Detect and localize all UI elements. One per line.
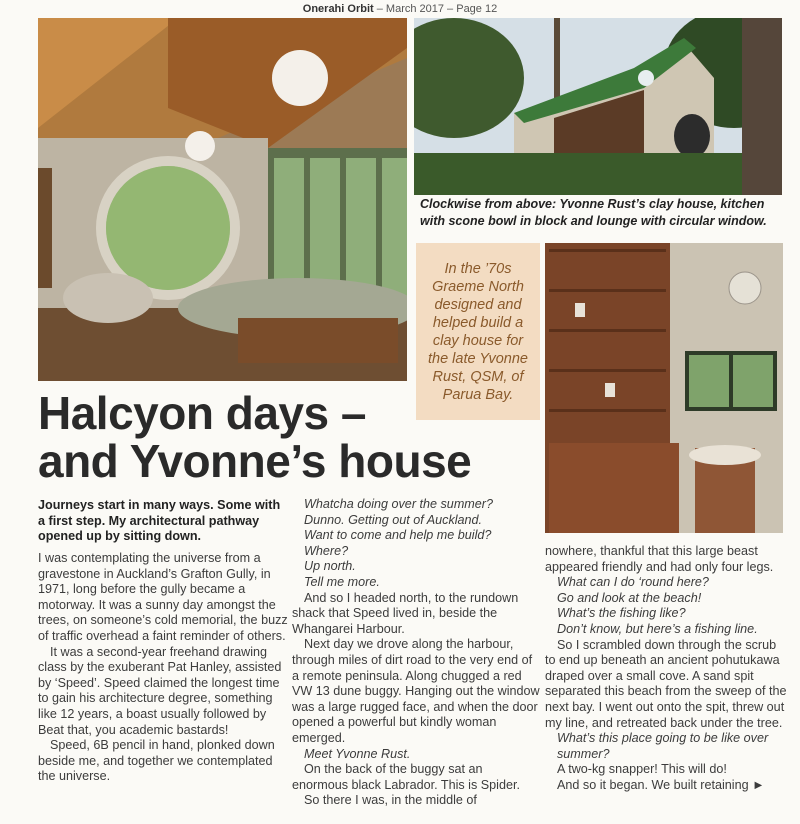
paragraph: So there I was, in the middle of bbox=[304, 793, 477, 808]
kitchen-photo bbox=[545, 243, 783, 533]
pull-quote-text: In the ’70s Graeme North designed and helped build a clay house for the late Yvonne Rust, QSM, of Parua Bay. bbox=[428, 260, 528, 403]
paragraph: Speed, 6B pencil in hand, plonked down beside me, and together we contemplated the universe. bbox=[38, 738, 275, 784]
paragraph: Don’t know, but here’s a fishing line. bbox=[557, 621, 758, 636]
publication-name: Onerahi Orbit bbox=[302, 3, 374, 15]
article-column-3 bbox=[545, 544, 790, 794]
paragraph: Next day we drove along the harbour, through miles of dirt road to the very end of a remote peninsula. Along chugged a red VW 13 dune buggy. Hanging out the window was a large rugged face, and when the door opened a powerful but kindly woman emerged. bbox=[292, 637, 540, 745]
headline-line-1: Halcyon days – bbox=[38, 387, 366, 439]
issue-info: – March 2017 – Page 12 bbox=[376, 3, 498, 15]
paragraph: Want to come and help me build? bbox=[304, 528, 492, 543]
article-column-1 bbox=[38, 551, 290, 785]
paragraph: Dunno. Getting out of Auckland. bbox=[304, 512, 483, 527]
paragraph: Go and look at the beach! bbox=[557, 590, 702, 605]
paragraph: nowhere, thankful that this large beast appeared friendly and had only four legs. bbox=[545, 544, 774, 574]
paragraph: What can I do ‘round here? bbox=[557, 575, 709, 590]
paragraph: So I scrambled down through the scrub to end up beneath an ancient pohutukawa draped over a small cove. A sand spit separated this beach from the sweep of the next bay. I went out onto the spit, threw out my line, and retreated back under the tree. bbox=[545, 637, 787, 730]
paragraph: Up north. bbox=[304, 559, 356, 574]
paragraph: And so it began. We built retaining ► bbox=[557, 777, 765, 792]
paragraph: And so I headed north, to the rundown shack that Speed lived in, beside the Whangarei Harbour. bbox=[292, 590, 519, 636]
clay-house-photo bbox=[414, 18, 782, 195]
paragraph: On the back of the buggy sat an enormous black Labrador. This is Spider. bbox=[292, 762, 520, 792]
paragraph: What’s this place going to be like over summer? bbox=[557, 731, 769, 761]
paragraph: What’s the fishing like? bbox=[557, 606, 686, 621]
paragraph: Tell me more. bbox=[304, 574, 380, 589]
headline bbox=[38, 389, 538, 485]
photo-caption: Clockwise from above: Yvonne Rust’s clay house, kitchen with scone bowl in block and lounge with circular window. bbox=[420, 197, 767, 228]
headline-line-2: and Yvonne’s house bbox=[38, 435, 472, 487]
paragraph: It was a second-year freehand drawing class by the exuberant Pat Hanley, assisted by ‘Speed’. Speed claimed the longest time to gain his architecture degree, something like 12 years, a boast usually followed by Beat that, you academic bastards! bbox=[38, 644, 282, 737]
article-column-2 bbox=[292, 497, 542, 809]
paragraph: Meet Yvonne Rust. bbox=[304, 746, 411, 761]
paragraph: Where? bbox=[304, 543, 349, 558]
page-header bbox=[0, 0, 800, 18]
lounge-photo bbox=[38, 18, 407, 381]
paragraph: I was contemplating the universe from a gravestone in Auckland’s Grafton Gully, in 1971, long before the gully became a motorway. It was a sunny day amongst the trees, on someone’s cold memorial, the buzz of traffic overhead a faint reminder of others. bbox=[38, 551, 288, 643]
paragraph: A two-kg snapper! This will do! bbox=[557, 762, 727, 777]
paragraph: Whatcha doing over the summer? bbox=[304, 497, 493, 511]
standfirst: Journeys start in many ways. Some with a first step. My architectural pathway opened up by sitting down. bbox=[38, 498, 281, 544]
